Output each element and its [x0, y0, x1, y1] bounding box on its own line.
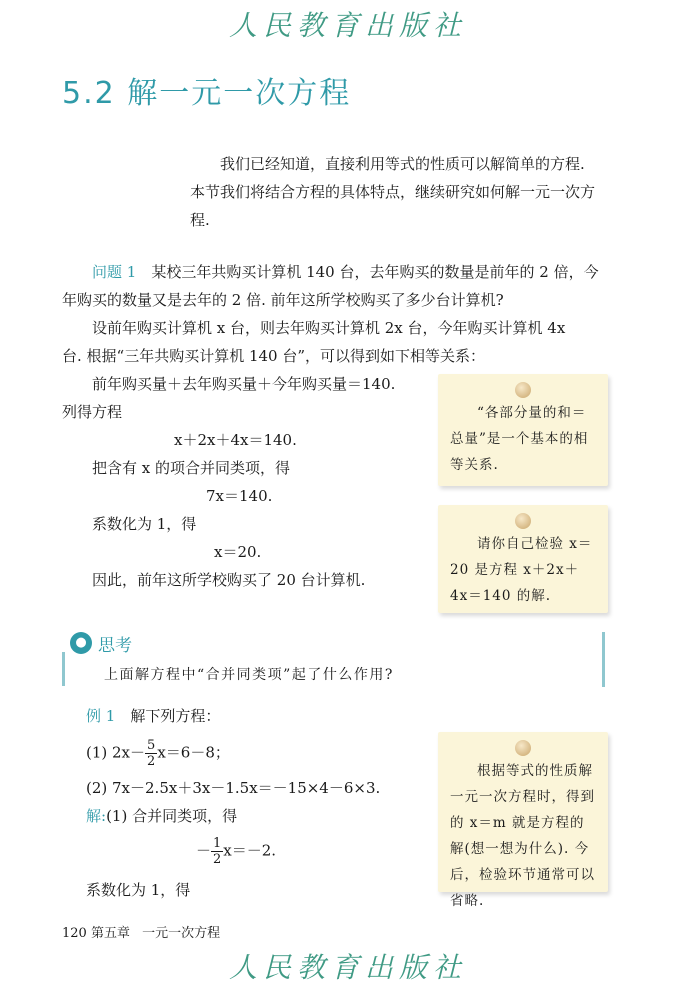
side-note-1 [438, 374, 608, 486]
step1-suffix: x＝－2. [223, 841, 277, 860]
solution-step-1-eq [196, 836, 276, 867]
step1-fraction-num: 1 [213, 836, 222, 851]
think-left-bar [62, 652, 65, 686]
pushpin-icon [515, 740, 531, 756]
solution-step-1: (1) 合并同类项，得 [106, 807, 238, 825]
side-note-1-text: “各部分量的和＝总量”是一个基本的相等关系. [450, 405, 589, 473]
page-number: 120 [62, 926, 87, 941]
intro-line-1: 我们已经知道，直接利用等式的性质可以解简单的方程. [220, 155, 585, 173]
problem-1-label: 问题 1 [92, 263, 137, 281]
step1-fraction [211, 836, 223, 867]
example-1-label: 例 1 [86, 707, 116, 725]
side-note-2-text: 请你自己检验 x＝20 是方程 x＋2x＋4x＝140 的解. [450, 536, 593, 604]
intro-paragraph [190, 150, 610, 234]
chapter-title: 一元一次方程 [142, 926, 221, 941]
example-1-task: 解下列方程： [130, 707, 221, 725]
equation-line: x＋2x＋4x＝140. [174, 431, 297, 449]
publisher-footer: 人民教育出版社 [228, 951, 467, 984]
example-1 [86, 702, 436, 730]
side-note-3 [438, 732, 608, 909]
eq1-suffix: x＝6－8； [157, 743, 230, 762]
pushpin-icon [515, 382, 531, 398]
problem-1-body: 某校三年共购买计算机 140 台，去年购买的数量是前年的 2 倍，今年购买的数量又是去年的 2 倍. 前年这所学校购买了多少台计算机? [62, 263, 599, 309]
solution-line: x＝20. [214, 543, 262, 561]
think-title: 思考 [98, 636, 132, 656]
side-note-2 [438, 505, 608, 613]
combine-line: 把含有 x 的项合并同类项，得 [92, 459, 290, 477]
solution-step-2: 系数化为 1，得 [86, 881, 191, 899]
think-question: 上面解方程中“合并同类项”起了什么作用? [104, 667, 394, 683]
pushpin-icon [515, 513, 531, 529]
example-1-eq1 [86, 738, 230, 769]
eq1-fraction [145, 738, 157, 769]
combined-line: 7x＝140. [206, 487, 273, 505]
intro-line-2: 本节我们将结合方程的具体特点，继续研究如何解一元一次方程. [190, 183, 596, 229]
page-footer [62, 922, 220, 941]
lightbulb-icon: ● [70, 632, 92, 654]
problem-1-setup-b: 台. 根据“三年共购买计算机 140 台”，可以得到如下相等关系： [62, 347, 486, 365]
eq1-fraction-num: 5 [147, 738, 156, 753]
problem-1 [62, 258, 610, 370]
chapter-label: 第五章 [90, 926, 130, 941]
section-title: 5.2 解一元一次方程 [62, 76, 352, 111]
publisher-header: 人民教育出版社 [228, 9, 467, 42]
eq1-fraction-den: 2 [147, 754, 156, 769]
coef-line: 系数化为 1，得 [92, 515, 197, 533]
relation-line: 前年购买量＋去年购买量＋今年购买量＝140. [92, 375, 396, 393]
eq1-prefix: (1) 2x－ [86, 743, 146, 762]
think-right-bar [602, 632, 605, 687]
problem-1-text [62, 258, 610, 314]
example-1-solution [86, 805, 237, 826]
problem-1-derivation [62, 370, 432, 594]
side-note-3-text: 根据等式的性质解一元一次方程时，得到的 x＝m 就是方程的解(想一想为什么). 今后，检验环节通常可以省略. [450, 763, 595, 909]
problem-1-setup-a: 设前年购买计算机 x 台，则去年购买计算机 2x 台，今年购买计算机 4x [92, 319, 566, 337]
conclusion-line: 因此，前年这所学校购买了 20 台计算机. [92, 571, 366, 589]
example-1-eq2: (2) 7x－2.5x＋3x－1.5x＝－15×4－6×3. [86, 779, 381, 797]
step1-prefix: － [196, 841, 212, 860]
solution-label: 解: [86, 807, 107, 825]
equation-intro: 列得方程 [62, 403, 123, 421]
step1-fraction-den: 2 [213, 852, 222, 867]
example-1-heading [86, 702, 436, 730]
